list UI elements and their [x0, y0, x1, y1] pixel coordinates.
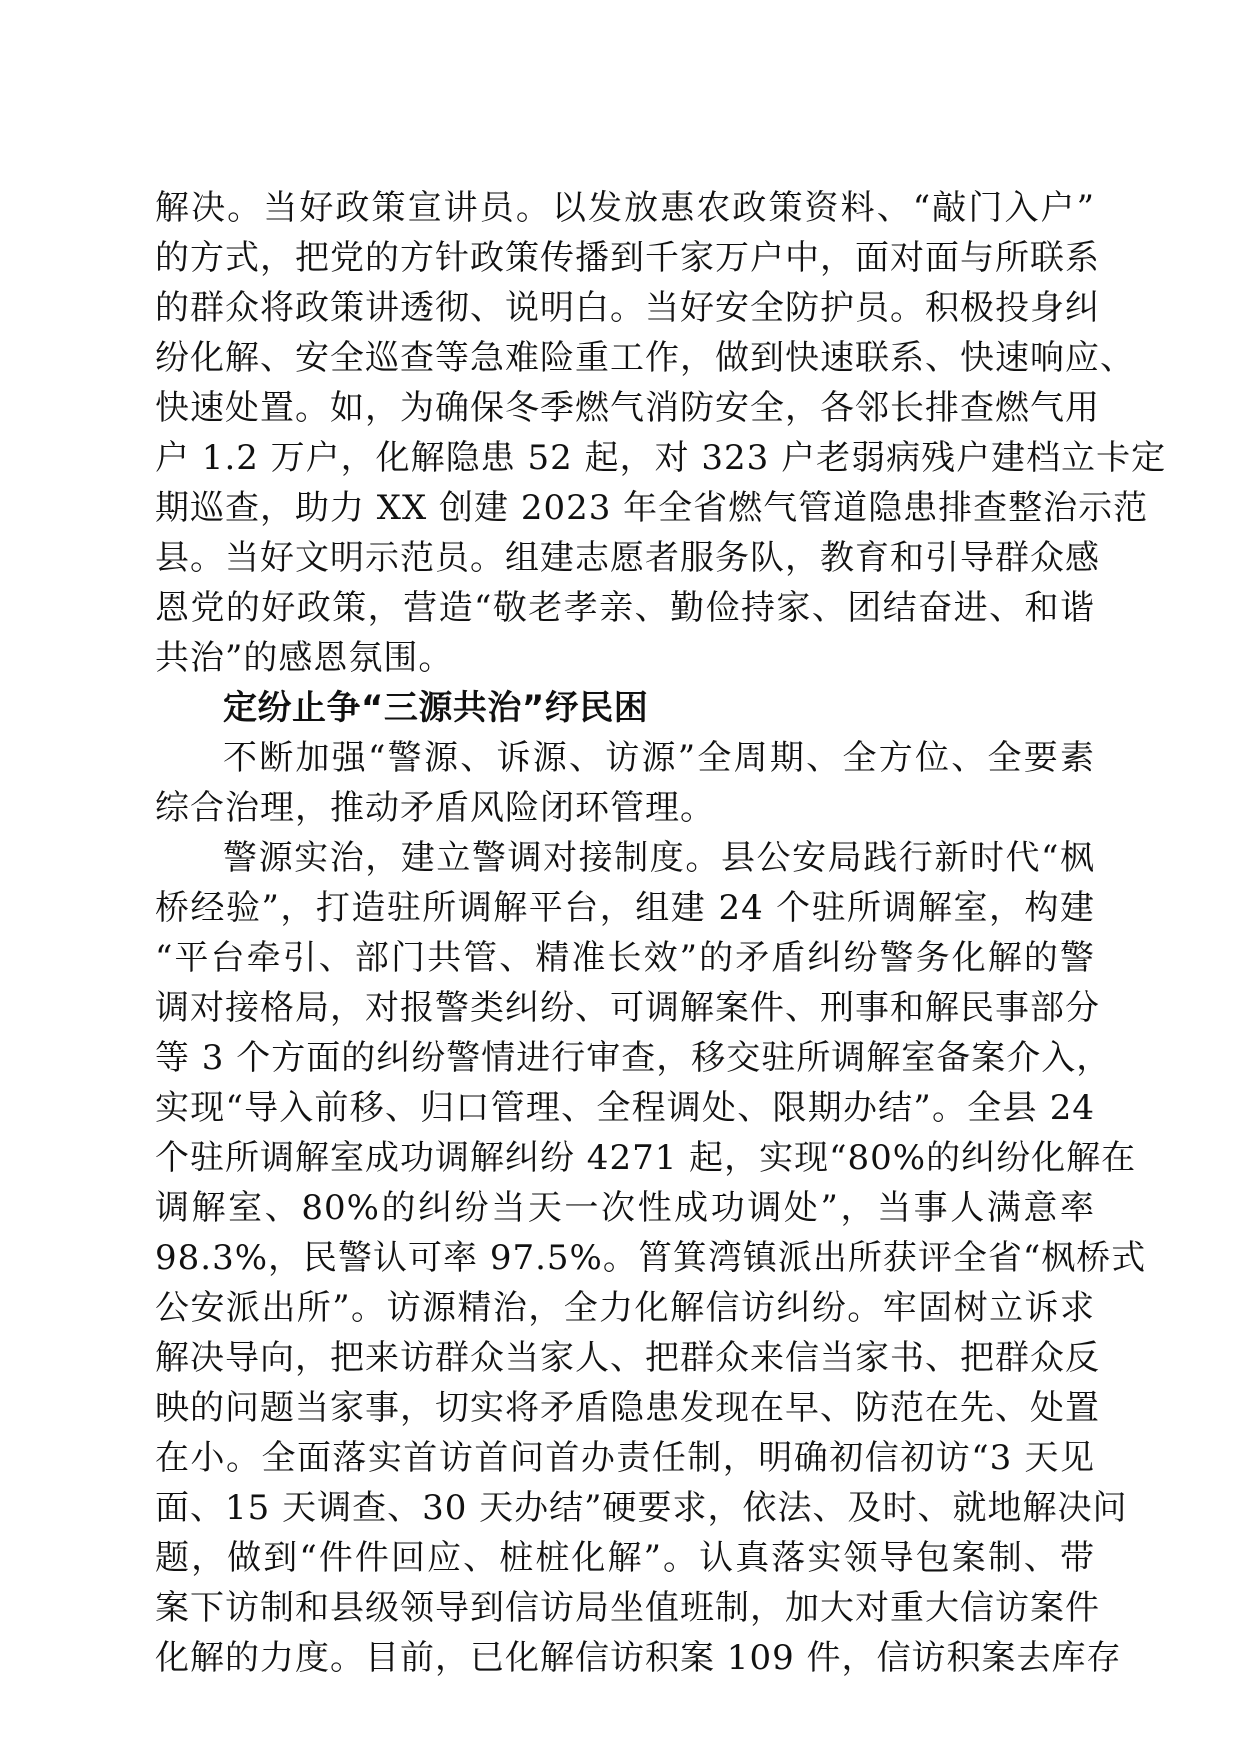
- text-line: 98.3%，民警认可率 97.5%。筲箕湾镇派出所获评全省“枫桥式: [155, 1238, 1147, 1278]
- text-line: 解决导向，把来访群众当家人、把群众来信当家书、把群众反: [155, 1338, 1100, 1378]
- text-line: 公安派出所”。访源精治，全力化解信访纠纷。牢固树立诉求: [155, 1288, 1095, 1328]
- text-line: 恩党的好政策，营造“敬老孝亲、勤俭持家、团结奋进、和谐: [155, 588, 1095, 628]
- section-heading: 定纷止争“三源共治”纾民困: [223, 688, 649, 728]
- text-line: 化解的力度。目前，已化解信访积案 109 件，信访积案去库存: [155, 1638, 1122, 1678]
- text-line: 等 3 个方面的纠纷警情进行审查，移交驻所调解室备案介入，: [155, 1038, 1112, 1078]
- text-line: 警源实治，建立警调对接制度。县公安局践行新时代“枫: [223, 838, 1095, 878]
- text-line: 在小。全面落实首访首问首办责任制，明确初信初访“3 天见: [155, 1438, 1095, 1478]
- text-line: 共治”的感恩氛围。: [155, 638, 454, 678]
- text-line: 户 1.2 万户，化解隐患 52 起，对 323 户老弱病残户建档立卡定: [155, 438, 1167, 478]
- text-line: “平台牵引、部门共管、精准长效”的矛盾纠纷警务化解的警: [155, 938, 1095, 978]
- text-line: 期巡查，助力 XX 创建 2023 年全省燃气管道隐患排查整治示范: [155, 488, 1149, 528]
- text-line: 解决。当好政策宣讲员。以发放惠农政策资料、“敲门入户”: [155, 188, 1095, 228]
- text-line: 个驻所调解室成功调解纠纷 4271 起，实现“80%的纠纷化解在: [155, 1138, 1137, 1178]
- text-line: 调解室、80%的纠纷当天一次性成功调处”，当事人满意率: [155, 1188, 1095, 1228]
- text-line: 的群众将政策讲透彻、说明白。当好安全防护员。积极投身纠: [155, 288, 1100, 328]
- text-line: 面、15 天调查、30 天办结”硬要求，依法、及时、就地解决问: [155, 1488, 1128, 1528]
- text-line: 不断加强“警源、诉源、访源”全周期、全方位、全要素: [223, 738, 1095, 778]
- text-line: 题，做到“件件回应、桩桩化解”。认真落实领导包案制、带: [155, 1538, 1095, 1578]
- text-line: 实现“导入前移、归口管理、全程调处、限期办结”。全县 24: [155, 1088, 1095, 1128]
- document-body: [155, 183, 1167, 1683]
- text-line: 映的问题当家事，切实将矛盾隐患发现在早、防范在先、处置: [155, 1388, 1100, 1428]
- text-line: 快速处置。如，为确保冬季燃气消防安全，各邻长排查燃气用: [155, 388, 1100, 428]
- text-line: 桥经验”，打造驻所调解平台，组建 24 个驻所调解室，构建: [155, 888, 1095, 928]
- text-line: 县。当好文明示范员。组建志愿者服务队，教育和引导群众感: [155, 538, 1100, 578]
- text-line: 纷化解、安全巡查等急难险重工作，做到快速联系、快速响应、: [155, 338, 1135, 378]
- text-line: 调对接格局，对报警类纠纷、可调解案件、刑事和解民事部分: [155, 988, 1100, 1028]
- text-line: 案下访制和县级领导到信访局坐值班制，加大对重大信访案件: [155, 1588, 1100, 1628]
- text-line: 综合治理，推动矛盾风险闭环管理。: [155, 788, 715, 828]
- text-line: 的方式，把党的方针政策传播到千家万户中，面对面与所联系: [155, 238, 1100, 278]
